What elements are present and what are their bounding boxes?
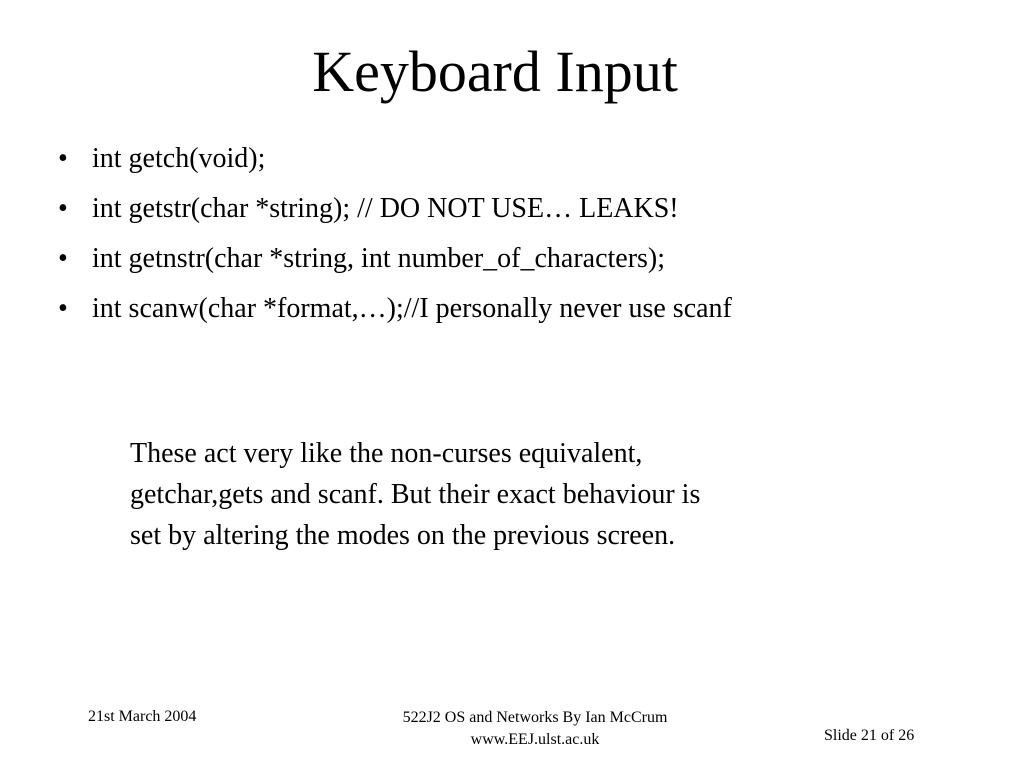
bullet-text: int getch(void); <box>92 143 266 174</box>
note-line: getchar,gets and scanf. But their exact behaviour is <box>130 479 701 510</box>
explanation-note <box>130 433 850 556</box>
note-line: These act very like the non-curses equivalent, <box>130 438 643 469</box>
note-line: set by altering the modes on the previous screen. <box>130 520 676 551</box>
footer-course-info <box>330 707 740 751</box>
bullet-list <box>58 134 732 334</box>
bullet-text: int scanw(char *format,…);//I personally never use scanf <box>92 293 732 324</box>
slide-number: Slide 21 of 26 <box>824 727 915 744</box>
bullet-item-getnstr <box>58 234 732 284</box>
bullet-icon: • <box>58 193 68 224</box>
bullet-icon: • <box>58 143 68 174</box>
footer-course-line: 522J2 OS and Networks By Ian McCrum <box>402 709 668 726</box>
bullet-text: int getnstr(char *string, int number_of_characters); <box>92 243 666 274</box>
slide-title: Keyboard Input <box>312 39 678 104</box>
bullet-text: int getstr(char *string); // DO NOT USE… LEAKS! <box>92 193 679 224</box>
bullet-item-getch <box>58 134 732 184</box>
footer-website: www.EEJ.ulst.ac.uk <box>470 731 600 748</box>
footer-date: 21st March 2004 <box>88 708 197 725</box>
bullet-item-scanw <box>58 284 732 334</box>
bullet-icon: • <box>58 293 68 324</box>
bullet-item-getstr <box>58 184 732 234</box>
bullet-icon: • <box>58 243 68 274</box>
